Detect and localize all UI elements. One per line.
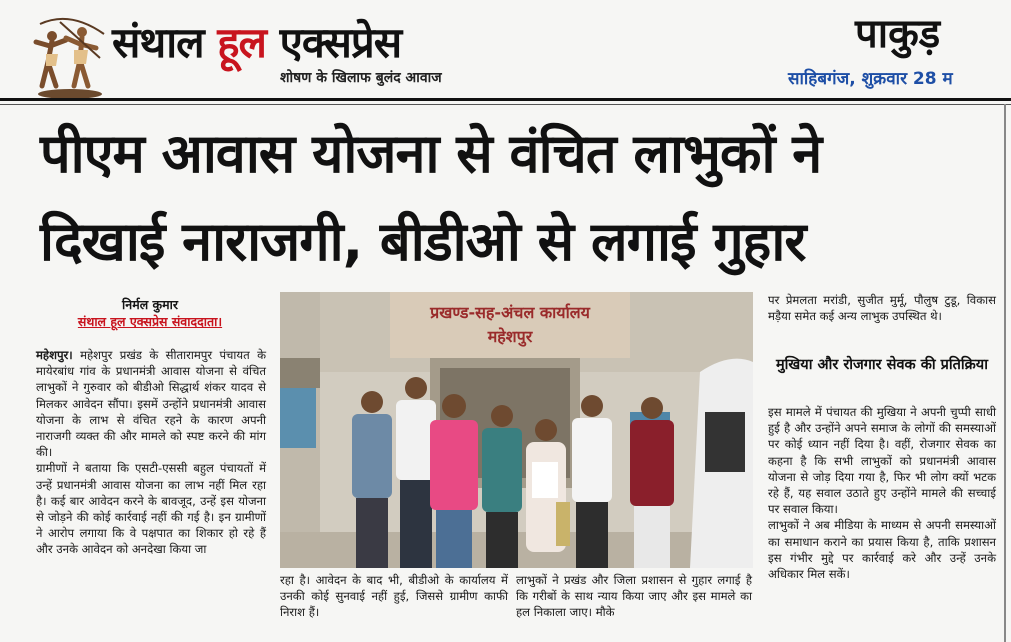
byline (30, 296, 270, 330)
edition-dateline: साहिबगंज, शुक्रवार 28 म (788, 69, 953, 89)
person-3 (430, 394, 478, 568)
person-4 (482, 405, 522, 568)
office-building-scene (280, 292, 753, 568)
news-photo (280, 292, 753, 568)
person-6 (572, 395, 612, 568)
page-edge-rule (1004, 104, 1006, 642)
masthead-thin-rule (0, 104, 1011, 105)
masthead (0, 0, 1011, 100)
person-1 (352, 391, 392, 568)
headline-line-2: दिखाई नाराजगी, बीडीओ से लगाई गुहार (40, 210, 806, 273)
headline-line-1: पीएम आवास योजना से वंचित लाभुकों ने (40, 122, 822, 185)
article-column-3-bottom: लाभुकों ने प्रखंड और जिला प्रशासन से गुहार लगाई है कि गरीबों के साथ न्याय किया जाए और इस मामले का हल निकाला जाए। मौके (516, 573, 752, 620)
santhal-warriors-logo-icon (30, 14, 110, 100)
masthead-rule (0, 98, 1011, 101)
paragraph-1 (36, 347, 266, 460)
article-column-1 (36, 347, 266, 558)
title-part-santhal: संथाल (112, 18, 218, 67)
newspaper-tagline: शोषण के खिलाफ बुलंद आवाज (280, 70, 442, 86)
author-name: निर्मल कुमार (122, 297, 178, 312)
office-sign-line-1: प्रखण्ड-सह-अंचल कार्यालय (430, 303, 590, 322)
article-column-2-bottom: रहा है। आवेदन के बाद भी, बीडीओ के कार्यालय में उनकी कोई सुनवाई नहीं हुई, जिससे ग्रामीण काफी निराश हैं। (280, 573, 508, 620)
response-paragraph: इस मामले में पंचायत की मुखिया ने अपनी चुप्पी साधी हुई है और उन्होंने अपने समाज के लोगों की समस्याओं पर कोई ध्यान नहीं दिया है। वहीं, रोजगार सेवक का कहना है कि सभी लाभुकों को प्रधानमंत्री आवास योजना से जोड़ दिया गया है, फिर भी लोग क्यों भटक रहे हैं, यह सवाल उठाते हुए उन्होंने मामले की सच्चाई पर सवाल किया। (768, 405, 996, 517)
title-part-hool: हूल (217, 18, 266, 67)
closing-paragraph: लाभुकों ने अब मीडिया के माध्यम से अपनी समस्याओं का समाधान कराने का प्रयास किया है, ताकि प्रशासन इस गंभीर मुद्दे पर कार्रवाई करे और उन्हें उनके अधिकार मिल सकें। (768, 518, 996, 582)
newspaper-title (112, 18, 401, 68)
paragraph-1-text: महेशपुर प्रखंड के सीतारामपुर पंचायत के मायेरबांध गांव के प्रधानमंत्री आवास योजना से वंचित लाभुकों ने गुरुवार को बीडीओ सिद्धार्थ शंकर यादव से मिलकर आवेदन सौंपा। इसमें उन्होंने प्रधानमंत्री आवास योजना के लाभ से वंचित रहने के कारण अपनी नाराजगी व्यक्त की और मामले को स्पष्ट करने की मांग की। (36, 348, 266, 460)
article-column-4-top: पर प्रेमलता मरांडी, सुजीत मुर्मू, पौलुष टुडू, विकास मड़ैया समेत कई अन्य लाभुक उपस्थित थे। (768, 293, 996, 324)
person-7 (630, 397, 674, 568)
article-headline (40, 110, 1000, 286)
dateline-place: महेशपुर। (36, 348, 73, 362)
article-column-4-body (768, 404, 996, 582)
section-subheading: मुखिया और रोजगार सेवक की प्रतिक्रिया (776, 357, 988, 373)
edition-city: पाकुड़ (855, 11, 941, 57)
paragraph-2: ग्रामीणों ने बताया कि एसटी-एससी बहुल पंचायतों में उन्हें प्रधानमंत्री आवास योजना का लाभ नहीं मिल रहा है। कई बार आवेदन करने के बावजूद, उन्हें इस योजना से जोड़ने की कोई कार्रवाई नहीं की गई है। इन ग्रामीणों ने आरोप लगाया कि वे पक्षपात का शिकार हो रहे हैं और उनके आवेदन को अनदेखा किया जा (36, 461, 266, 557)
author-organization: संथाल हूल एक्सप्रेस संवाददाता। (77, 314, 223, 329)
title-part-express: एक्सप्रेस (266, 18, 402, 67)
office-sign-line-2: महेशपुर (487, 327, 533, 346)
